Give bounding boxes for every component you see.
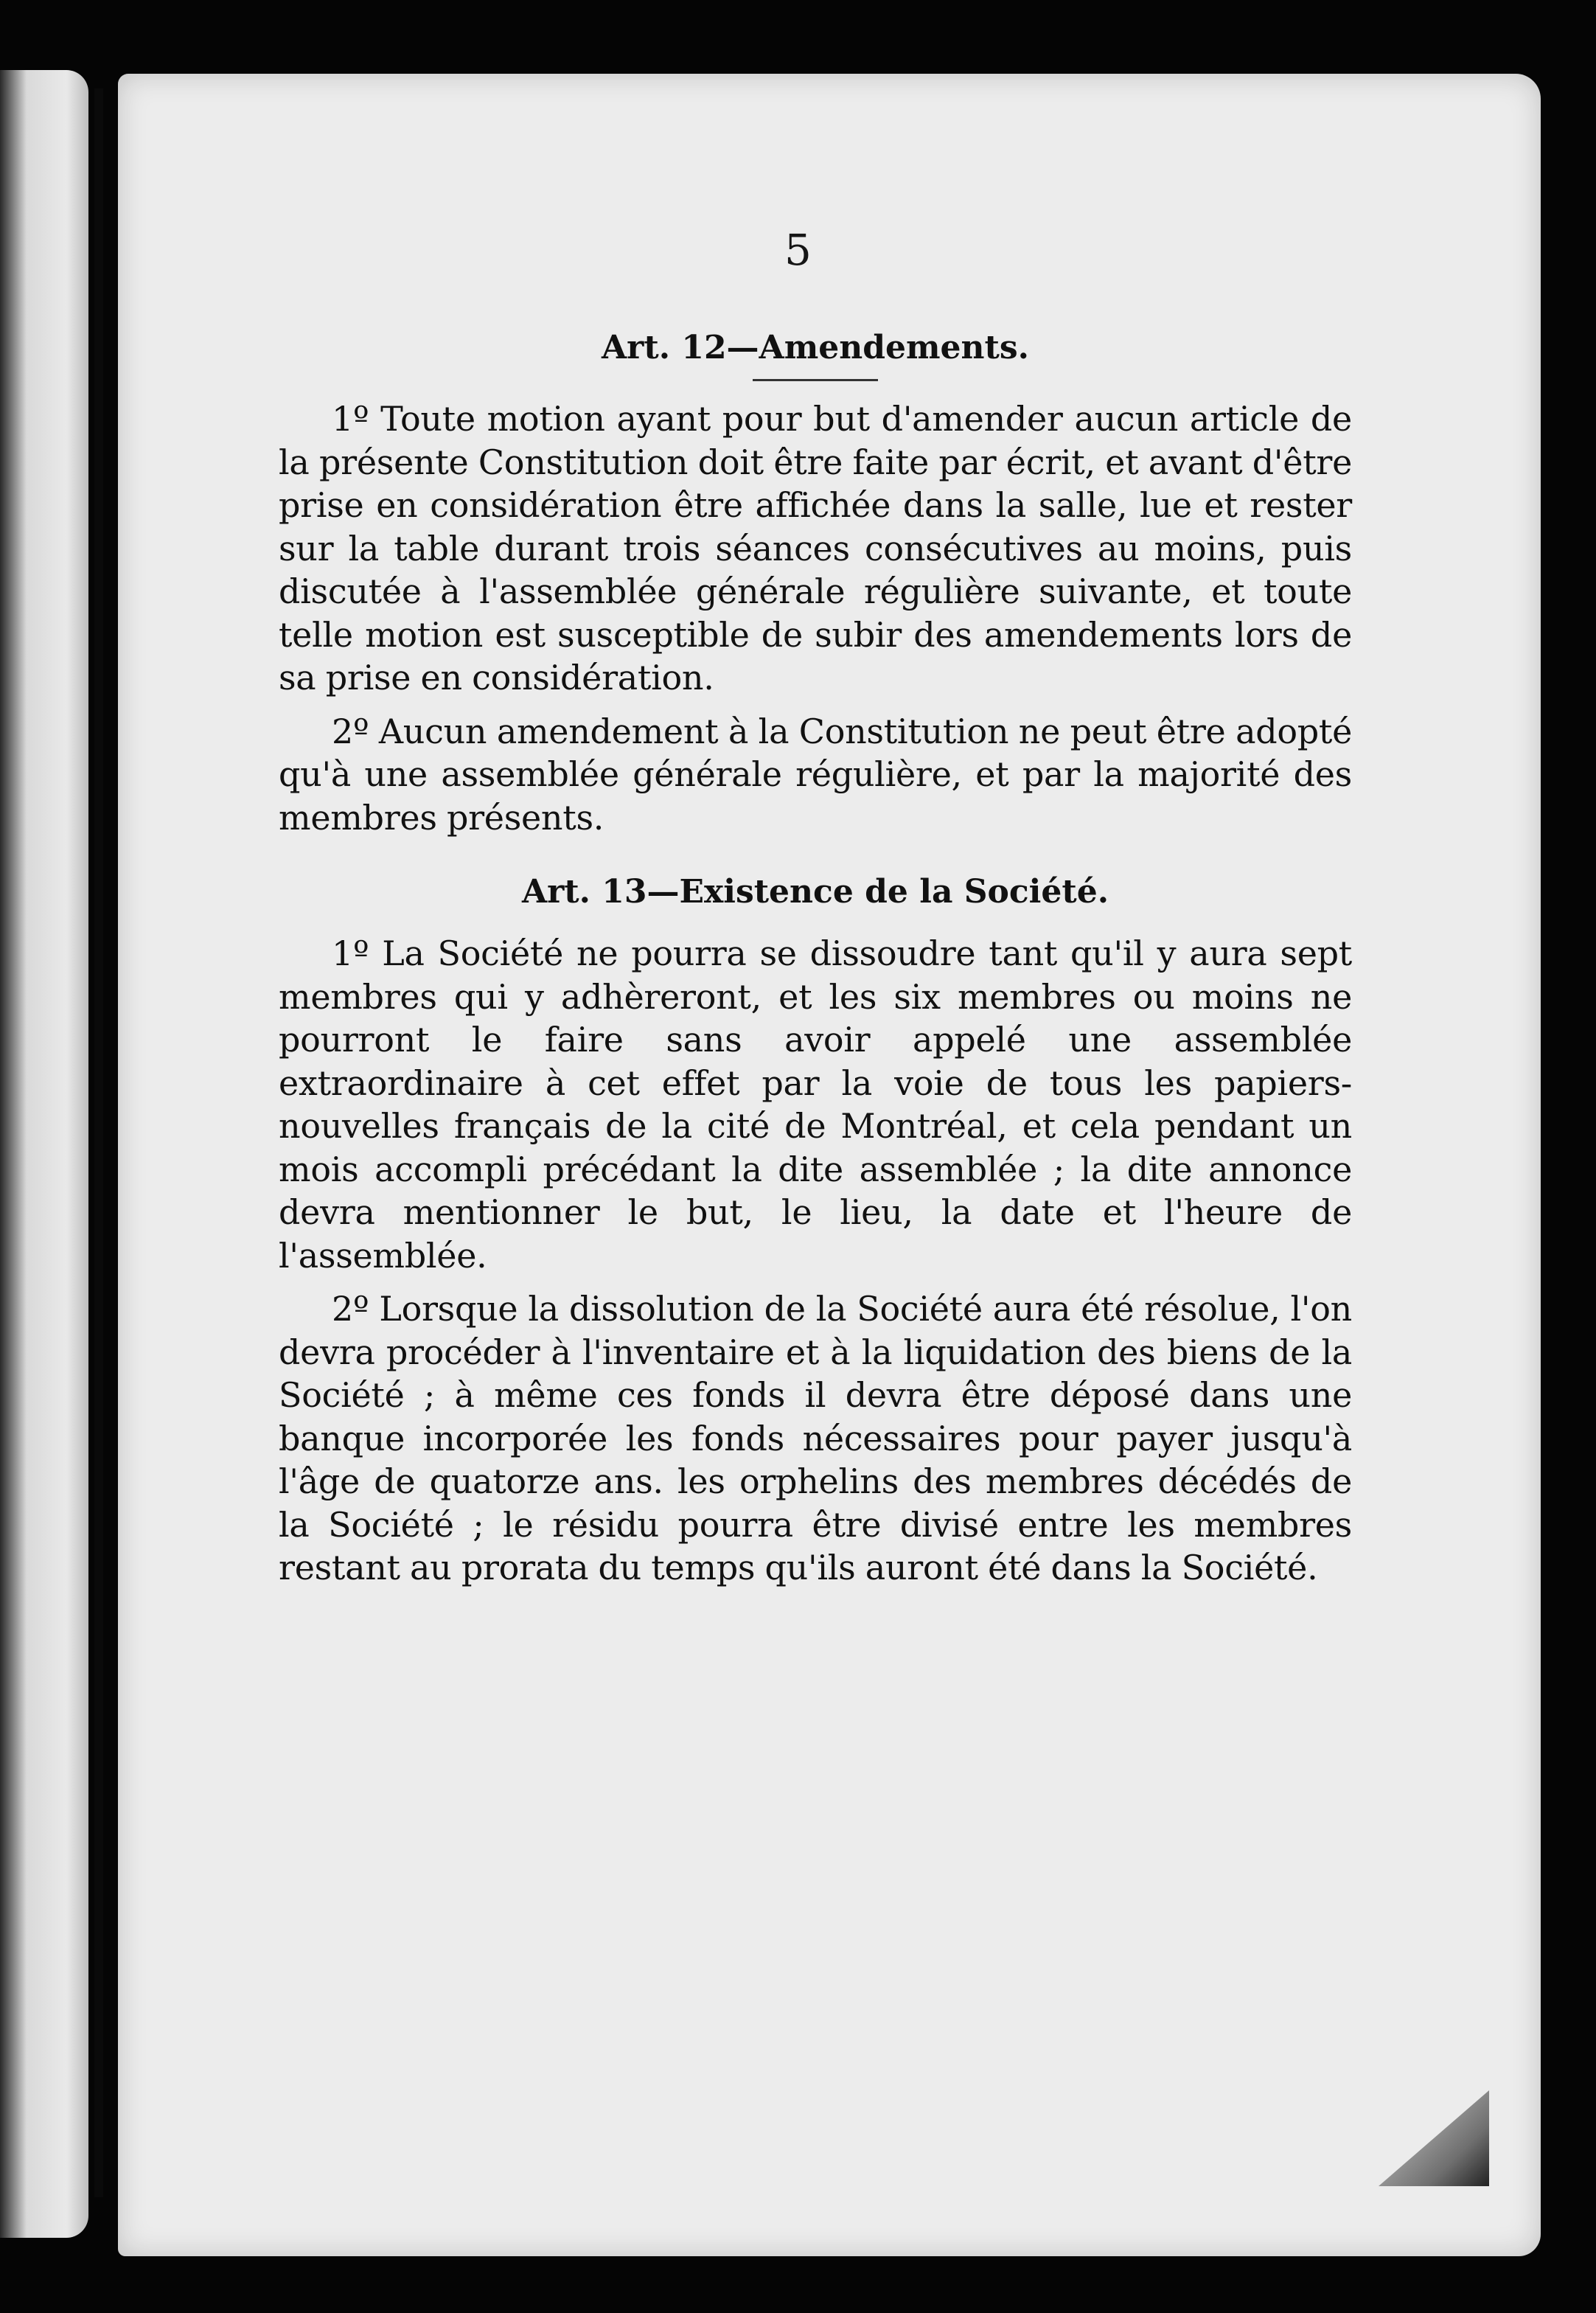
book-spine xyxy=(94,88,103,2197)
article-paragraph: 2º Lorsque la dissolution de la Société aura été résolue, l'on devra procéder à l'inventaire et à la liquidation des biens de la Société ; à même ces fonds il devra être déposé dans une banque incorporée les fonds nécessaires pour payer jusqu'à l'âge de quatorze ans. les orphelins des membres décédés de la Société ; le résidu pourra être divisé entre les membres restant au prorata du temps qu'ils auront été dans la Société. xyxy=(279,1289,1352,1587)
article-paragraph: 1º Toute motion ayant pour but d'amender aucun article de la présente Constitution doit être faite par écrit, et avant d'être prise en considération être affichée dans la salle, lue et rester sur la table durant trois séances consécutives au moins, puis discutée à l'assemblée générale régulière suivante, et toute telle motion est susceptible de subir des amendements lors de sa prise en considération. xyxy=(279,399,1352,698)
article-heading: Art. 13—Existence de la Société. xyxy=(521,873,1109,911)
folded-page-corner xyxy=(1379,2090,1489,2186)
article-paragraph: 1º La Société ne pourra se dissoudre tant qu'il y aura sept membres qui y adhèreront, et les six membres ou moins ne pourront le faire sans avoir appelé une assemblée extraordinaire à cet effet par la voie de tous les papiers-nouvelles français de la cité de Montréal, et cela pendant un mois accompli précédant la dite assemblée ; la dite annonce devra mentionner le but, le lieu, la date et l'heure de l'assemblée. xyxy=(279,933,1352,1276)
article-heading: Art. 12—Amendements. xyxy=(602,329,1029,366)
heading-rule xyxy=(753,379,878,381)
article-12 xyxy=(279,324,1352,839)
facing-page-edge xyxy=(0,70,88,2238)
article-paragraph: 2º Aucun amendement à la Constitution ne peut être adopté qu'à une assemblée générale régulière, et par la majorité des membres présents. xyxy=(279,711,1352,838)
article-13 xyxy=(279,869,1352,1590)
page-number: 5 xyxy=(784,225,812,275)
page-body xyxy=(279,324,1352,1590)
